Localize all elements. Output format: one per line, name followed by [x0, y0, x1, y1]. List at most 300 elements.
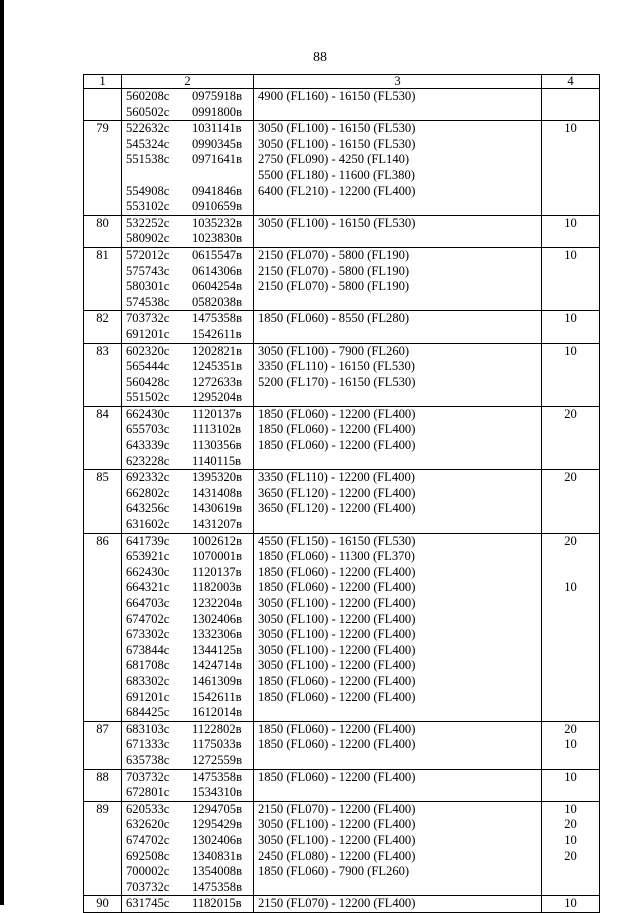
- table-row: [84, 533, 600, 721]
- latitude-code: 580301c: [126, 279, 170, 294]
- coordinate-line: [126, 344, 253, 360]
- value-cell: [542, 89, 600, 121]
- longitude-code: 0582038в: [192, 294, 243, 309]
- table-row: [84, 121, 600, 216]
- value-entry: [542, 279, 599, 295]
- altitude-range: 1850 (FL060) - 12200 (FL400): [258, 406, 416, 421]
- value-cell: [542, 721, 600, 769]
- value-entry: [542, 264, 599, 280]
- latitude-code: 671333c: [126, 737, 170, 752]
- altitude-range: [258, 705, 541, 721]
- row-number: 86: [84, 533, 122, 721]
- coordinate-line: [126, 565, 253, 581]
- table-row: [84, 343, 600, 406]
- value-entry: 10: [564, 832, 577, 847]
- latitude-code: 522632c: [126, 121, 170, 136]
- coordinate-line: [126, 737, 253, 753]
- coordinate-line: [126, 121, 253, 137]
- coordinates-cell: [122, 721, 254, 769]
- value-cell: [542, 769, 600, 801]
- value-entry: [542, 454, 599, 470]
- latitude-code: 662802c: [126, 485, 170, 500]
- coordinate-line: [126, 279, 253, 295]
- altitude-range: 3050 (FL100) - 12200 (FL400): [258, 658, 416, 673]
- coordinate-line: [126, 152, 253, 168]
- value-entry: 10: [564, 769, 577, 784]
- longitude-code: 1294705в: [192, 801, 243, 816]
- latitude-code: 632620c: [126, 817, 170, 832]
- altitude-range: [258, 327, 541, 343]
- altitude-range: 3050 (FL100) - 12200 (FL400): [258, 832, 416, 847]
- latitude-code: 664321c: [126, 580, 170, 595]
- latitude-code: 553102c: [126, 199, 170, 214]
- value-entry: 20: [564, 848, 577, 863]
- altitude-range: 4900 (FL160) - 16150 (FL530): [258, 89, 416, 103]
- longitude-code: 1295429в: [192, 817, 243, 832]
- altitude-range: [258, 295, 541, 311]
- header-row: [84, 75, 600, 89]
- latitude-code: 631602c: [126, 517, 170, 532]
- altitude-range: [258, 753, 541, 769]
- longitude-code: 1140115в: [192, 453, 242, 468]
- latitude-code: 560502c: [126, 104, 170, 119]
- altitude-cell: [254, 533, 542, 721]
- value-entry: 20: [564, 533, 577, 548]
- altitude-range: 1850 (FL060) - 12200 (FL400): [258, 769, 416, 784]
- longitude-code: 1431207в: [192, 517, 243, 532]
- value-cell: [542, 311, 600, 343]
- altitude-range: 2450 (FL080) - 12200 (FL400): [258, 848, 416, 863]
- altitude-cell: [254, 721, 542, 769]
- longitude-code: 1340831в: [192, 848, 243, 863]
- altitude-range: 1850 (FL060) - 12200 (FL400): [258, 580, 416, 595]
- longitude-code: 1295204в: [192, 390, 243, 405]
- coordinate-line: [126, 89, 253, 105]
- latitude-code: 620533c: [126, 801, 170, 816]
- coordinate-line: [126, 486, 253, 502]
- latitude-code: 602320c: [126, 343, 170, 358]
- altitude-range: 3050 (FL100) - 16150 (FL530): [258, 121, 416, 136]
- coordinate-line: [126, 643, 253, 659]
- altitude-range: 3050 (FL100) - 16150 (FL530): [258, 136, 416, 151]
- latitude-code: 653921c: [126, 549, 170, 564]
- longitude-code: 0941846в: [192, 183, 243, 198]
- coordinate-line: [126, 501, 253, 517]
- row-number: 80: [84, 215, 122, 247]
- coordinate-line: [126, 438, 253, 454]
- altitude-range: 2150 (FL070) - 12200 (FL400): [258, 896, 416, 911]
- value-entry: [542, 880, 599, 896]
- latitude-code: 662430c: [126, 564, 170, 579]
- value-entry: 10: [564, 580, 577, 595]
- value-entry: [542, 390, 599, 406]
- latitude-code: 673844c: [126, 642, 170, 657]
- longitude-code: 1461309в: [192, 673, 243, 688]
- latitude-code: 623228c: [126, 453, 170, 468]
- coordinate-line: [126, 896, 253, 912]
- value-entry: [542, 327, 599, 343]
- latitude-code: 691201c: [126, 689, 170, 704]
- row-number: 79: [84, 121, 122, 216]
- value-entry: [542, 643, 599, 659]
- coordinates-cell: [122, 121, 254, 216]
- latitude-code: 703732c: [126, 879, 170, 894]
- altitude-range: [258, 454, 541, 470]
- header-col-1: 1: [84, 75, 122, 89]
- value-entry: 10: [564, 215, 577, 230]
- latitude-code: 572012c: [126, 247, 170, 262]
- longitude-code: 1120137в: [192, 564, 242, 579]
- value-entry: [542, 705, 599, 721]
- altitude-range: 4550 (FL150) - 16150 (FL530): [258, 533, 416, 548]
- coordinate-line: [126, 627, 253, 643]
- altitude-range: 1850 (FL060) - 8550 (FL280): [258, 311, 410, 326]
- coordinates-cell: [122, 215, 254, 247]
- altitude-range: 3050 (FL100) - 16150 (FL530): [258, 215, 416, 230]
- value-entry: [542, 184, 599, 200]
- altitude-range: [258, 199, 541, 215]
- coordinates-cell: [122, 801, 254, 896]
- longitude-code: 1475358в: [192, 879, 243, 894]
- table-row: [84, 721, 600, 769]
- coordinate-line: [126, 264, 253, 280]
- coordinate-line: [126, 470, 253, 486]
- value-cell: [542, 533, 600, 721]
- table-row: [84, 247, 600, 310]
- value-entry: [542, 596, 599, 612]
- table-row: [84, 311, 600, 343]
- longitude-code: 1202821в: [192, 343, 243, 358]
- altitude-range: 1850 (FL060) - 12200 (FL400): [258, 564, 416, 579]
- altitude-range: 3050 (FL100) - 7900 (FL260): [258, 343, 410, 358]
- page-number: 88: [313, 50, 327, 65]
- longitude-code: 1430619в: [192, 501, 243, 516]
- altitude-range: 2150 (FL070) - 5800 (FL190): [258, 247, 410, 262]
- coordinate-line: [126, 422, 253, 438]
- value-entry: [542, 864, 599, 880]
- altitude-range: 3050 (FL100) - 12200 (FL400): [258, 642, 416, 657]
- altitude-range: 1850 (FL060) - 12200 (FL400): [258, 673, 416, 688]
- latitude-code: 683103c: [126, 721, 170, 736]
- altitude-range: 3350 (FL110) - 12200 (FL400): [258, 470, 415, 485]
- latitude-code: 684425c: [126, 705, 170, 720]
- altitude-range: 5200 (FL170) - 16150 (FL530): [258, 374, 416, 389]
- longitude-code: 1070001в: [192, 549, 243, 564]
- coordinates-cell: [122, 470, 254, 533]
- value-entry: 10: [564, 311, 577, 326]
- latitude-code: 662430c: [126, 406, 170, 421]
- row-number: [84, 89, 122, 121]
- latitude-code: 672801c: [126, 785, 170, 800]
- row-number: 84: [84, 406, 122, 469]
- latitude-code: 565444c: [126, 359, 170, 374]
- table-row: [84, 896, 600, 913]
- table-row: [84, 769, 600, 801]
- coordinate-line: [126, 849, 253, 865]
- latitude-code: 635738c: [126, 752, 170, 767]
- latitude-code: 643339c: [126, 438, 170, 453]
- coordinate-line: [126, 231, 253, 247]
- value-entry: [542, 658, 599, 674]
- row-number: 90: [84, 896, 122, 913]
- altitude-cell: [254, 406, 542, 469]
- airspace-table: [83, 74, 600, 913]
- altitude-range: [258, 517, 541, 533]
- header-col-4: 4: [542, 75, 600, 89]
- coordinate-line: [126, 690, 253, 706]
- latitude-code: 560428c: [126, 374, 170, 389]
- longitude-code: 1113102в: [192, 422, 242, 437]
- altitude-range: [258, 880, 541, 896]
- coordinates-cell: [122, 343, 254, 406]
- longitude-code: 0990345в: [192, 136, 243, 151]
- altitude-cell: [254, 470, 542, 533]
- coordinate-line: [126, 216, 253, 232]
- longitude-code: 1302406в: [192, 832, 243, 847]
- longitude-code: 1245351в: [192, 359, 243, 374]
- value-entry: 10: [564, 801, 577, 816]
- longitude-code: 1332306в: [192, 627, 243, 642]
- latitude-code: 691201c: [126, 326, 170, 341]
- longitude-code: 0910659в: [192, 199, 243, 214]
- value-cell: [542, 121, 600, 216]
- row-number: 89: [84, 801, 122, 896]
- coordinate-line: [126, 295, 253, 311]
- coordinate-line: [126, 184, 253, 200]
- altitude-range: 3350 (FL110) - 16150 (FL530): [258, 359, 415, 374]
- longitude-code: 1534310в: [192, 785, 243, 800]
- latitude-code: 532252c: [126, 215, 170, 230]
- latitude-code: 664703c: [126, 596, 170, 610]
- coordinates-cell: [122, 247, 254, 310]
- value-entry: [542, 549, 599, 565]
- page-edge-shadow: [0, 0, 4, 905]
- coordinate-line: [126, 454, 253, 470]
- latitude-code: 551538c: [126, 152, 170, 167]
- coordinate-line: [126, 864, 253, 880]
- coordinate-line: [126, 753, 253, 769]
- coordinate-line: [126, 407, 253, 423]
- coordinates-cell: [122, 533, 254, 721]
- longitude-code: 0971641в: [192, 152, 243, 167]
- value-entry: [542, 105, 599, 121]
- altitude-range: 1850 (FL060) - 12200 (FL400): [258, 422, 416, 437]
- value-entry: [542, 295, 599, 311]
- altitude-range: 6400 (FL210) - 12200 (FL400): [258, 183, 416, 198]
- longitude-code: 0604254в: [192, 279, 243, 294]
- value-entry: [542, 612, 599, 628]
- latitude-code: 545324c: [126, 136, 170, 151]
- coordinate-line: [126, 248, 253, 264]
- latitude-code: 674702c: [126, 611, 170, 626]
- longitude-code: 1542611в: [192, 689, 242, 704]
- coordinate-line: [126, 549, 253, 565]
- value-entry: 20: [564, 817, 577, 832]
- value-entry: [542, 231, 599, 247]
- altitude-range: [258, 231, 541, 247]
- value-entry: 10: [564, 121, 577, 136]
- altitude-cell: [254, 769, 542, 801]
- altitude-cell: [254, 801, 542, 896]
- coordinate-line: [126, 390, 253, 406]
- latitude-code: 703732c: [126, 311, 170, 326]
- longitude-code: 1031141в: [192, 121, 242, 136]
- value-entry: 20: [564, 721, 577, 736]
- value-entry: [542, 137, 599, 153]
- altitude-range: 2150 (FL070) - 5800 (FL190): [258, 279, 410, 294]
- value-entry: [542, 674, 599, 690]
- longitude-code: 1175033в: [192, 737, 242, 752]
- longitude-code: 1122802в: [192, 721, 242, 736]
- coordinate-line: [126, 105, 253, 121]
- value-entry: [542, 753, 599, 769]
- longitude-code: 1431408в: [192, 485, 243, 500]
- coordinate-line: [126, 658, 253, 674]
- value-entry: [542, 501, 599, 517]
- value-entry: [542, 565, 599, 581]
- value-entry: [542, 199, 599, 215]
- altitude-cell: [254, 896, 542, 913]
- latitude-code: 575743c: [126, 263, 170, 278]
- longitude-code: 1120137в: [192, 406, 242, 421]
- latitude-code: 641739c: [126, 533, 170, 548]
- longitude-code: 1395320в: [192, 470, 243, 485]
- table-row: [84, 801, 600, 896]
- longitude-code: 1424714в: [192, 658, 243, 673]
- longitude-code: 1354008в: [192, 864, 243, 879]
- value-entry: 10: [564, 896, 577, 911]
- latitude-code: 631745c: [126, 896, 170, 911]
- coordinate-line: [126, 880, 253, 896]
- header-col-3: 3: [254, 75, 542, 89]
- latitude-code: 574538c: [126, 294, 170, 309]
- longitude-code: 0614306в: [192, 263, 243, 278]
- coordinate-line: [126, 534, 253, 550]
- coordinate-line: [126, 817, 253, 833]
- longitude-code: 0991800в: [192, 104, 243, 119]
- coordinate-line: [126, 517, 253, 533]
- altitude-range: 3050 (FL100) - 12200 (FL400): [258, 817, 416, 832]
- coordinates-cell: [122, 406, 254, 469]
- altitude-range: 3050 (FL100) - 12200 (FL400): [258, 611, 416, 626]
- altitude-cell: [254, 247, 542, 310]
- value-entry: [542, 438, 599, 454]
- longitude-code: 1475358в: [192, 769, 243, 784]
- altitude-range: 1850 (FL060) - 11300 (FL370): [258, 549, 415, 564]
- row-number: 82: [84, 311, 122, 343]
- latitude-code: 681708c: [126, 658, 170, 673]
- altitude-range: 3650 (FL120) - 12200 (FL400): [258, 485, 416, 500]
- value-entry: [542, 517, 599, 533]
- latitude-code: 703732c: [126, 769, 170, 784]
- value-cell: [542, 470, 600, 533]
- row-number: 83: [84, 343, 122, 406]
- table-body: [84, 89, 600, 913]
- coordinate-line: [126, 580, 253, 596]
- altitude-cell: [254, 343, 542, 406]
- latitude-code: 674702c: [126, 832, 170, 847]
- coordinate-line: [126, 168, 253, 184]
- latitude-code: 551502c: [126, 390, 170, 405]
- coordinate-line: [126, 705, 253, 721]
- altitude-range: 1850 (FL060) - 12200 (FL400): [258, 721, 416, 736]
- altitude-range: 2750 (FL090) - 4250 (FL140): [258, 152, 410, 167]
- altitude-range: [258, 390, 541, 406]
- altitude-cell: [254, 89, 542, 121]
- coordinate-line: [126, 311, 253, 327]
- coordinate-line: [126, 785, 253, 801]
- latitude-code: 683302c: [126, 673, 170, 688]
- value-entry: [542, 627, 599, 643]
- coordinates-cell: [122, 89, 254, 121]
- altitude-range: 5500 (FL180) - 11600 (FL380): [258, 167, 415, 182]
- longitude-code: 0975918в: [192, 89, 243, 103]
- latitude-code: 580902c: [126, 231, 170, 246]
- longitude-code: 1302406в: [192, 611, 243, 626]
- latitude-code: 692508c: [126, 848, 170, 863]
- coordinate-line: [126, 199, 253, 215]
- longitude-code: 1182003в: [192, 580, 242, 595]
- coordinates-cell: [122, 896, 254, 913]
- altitude-range: 1850 (FL060) - 12200 (FL400): [258, 737, 416, 752]
- altitude-range: 1850 (FL060) - 12200 (FL400): [258, 438, 416, 453]
- coordinate-line: [126, 722, 253, 738]
- altitude-cell: [254, 215, 542, 247]
- altitude-range: [258, 785, 541, 801]
- value-entry: [542, 168, 599, 184]
- altitude-cell: [254, 121, 542, 216]
- latitude-code: 643256c: [126, 501, 170, 516]
- value-cell: [542, 247, 600, 310]
- coordinates-cell: [122, 311, 254, 343]
- value-entry: [542, 690, 599, 706]
- longitude-code: 0615547в: [192, 247, 243, 262]
- coordinate-line: [126, 137, 253, 153]
- latitude-code: 655703c: [126, 422, 170, 437]
- value-cell: [542, 343, 600, 406]
- latitude-code: 560208c: [126, 89, 170, 103]
- row-number: 85: [84, 470, 122, 533]
- value-entry: [542, 89, 599, 105]
- value-entry: [542, 375, 599, 391]
- longitude-code: 1232204в: [192, 596, 243, 610]
- table-row: [84, 406, 600, 469]
- table-row: [84, 89, 600, 121]
- value-entry: [542, 359, 599, 375]
- longitude-code: 1023830в: [192, 231, 243, 246]
- longitude-code: 1130356в: [192, 438, 242, 453]
- coordinate-line: [126, 359, 253, 375]
- coordinate-line: [126, 612, 253, 628]
- altitude-range: 3050 (FL100) - 12200 (FL400): [258, 627, 416, 642]
- value-cell: [542, 406, 600, 469]
- row-number: 87: [84, 721, 122, 769]
- coordinate-line: [126, 596, 253, 612]
- value-cell: [542, 215, 600, 247]
- altitude-range: 3050 (FL100) - 12200 (FL400): [258, 596, 416, 610]
- coordinates-cell: [122, 769, 254, 801]
- coordinate-line: [126, 802, 253, 818]
- coordinate-line: [126, 833, 253, 849]
- latitude-code: 692332c: [126, 470, 170, 485]
- longitude-code: 1542611в: [192, 326, 242, 341]
- altitude-range: 2150 (FL070) - 5800 (FL190): [258, 263, 410, 278]
- coordinate-line: [126, 770, 253, 786]
- altitude-range: 1850 (FL060) - 7900 (FL260): [258, 864, 410, 879]
- coordinate-line: [126, 327, 253, 343]
- longitude-code: 1475358в: [192, 311, 243, 326]
- table-row: [84, 215, 600, 247]
